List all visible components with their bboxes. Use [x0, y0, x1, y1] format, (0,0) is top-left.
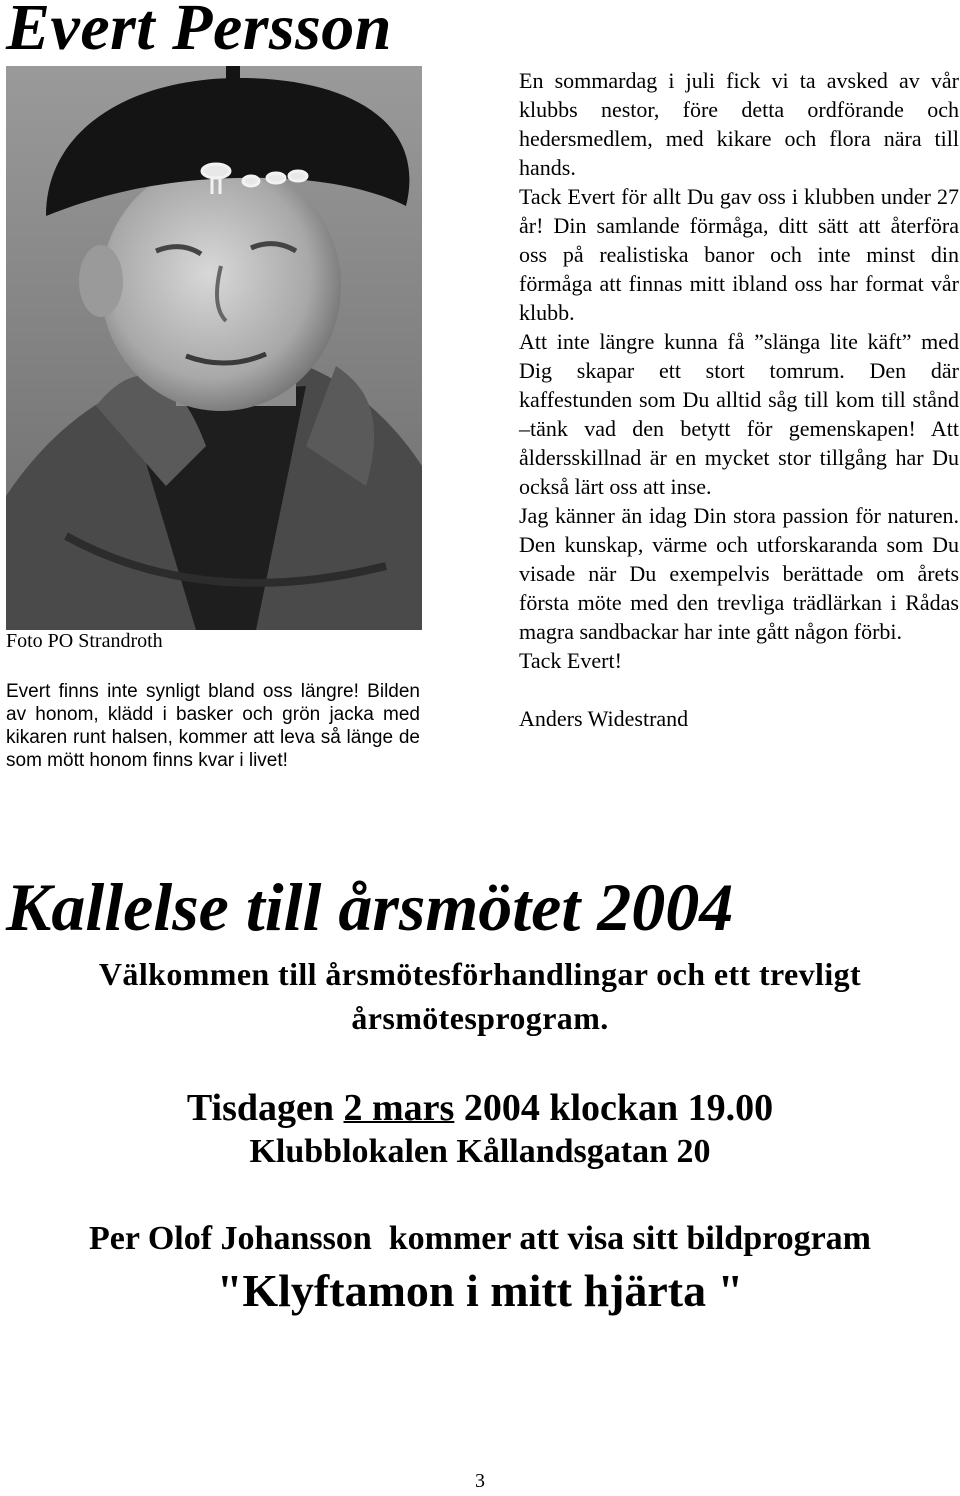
- article-signature: Anders Widestrand: [519, 706, 689, 731]
- article-paragraph: Jag känner än idag Din stora passion för naturen. Den kunskap, värme och utforskaranda som Du visade när Du exempelvis berättade om årets första möte med den trevliga trädlärkan i Rådas magra sandbackar har inte gått någon förbi.: [519, 503, 959, 644]
- article-paragraph: Tack Evert!: [519, 648, 622, 673]
- meeting-date: [0, 1086, 960, 1130]
- photo-caption: Evert finns inte synligt bland oss längre! Bilden av honom, klädd i basker och grön jacka med kikaren runt halsen, kommer att leva så länge de som mött honom finns kvar i livet!: [6, 681, 420, 771]
- date-underlined: 2 mars: [343, 1087, 455, 1129]
- obituary-title: Evert Persson: [6, 0, 392, 64]
- portrait-photo: [6, 66, 422, 630]
- article-paragraph: En sommardag i juli fick vi ta avsked av vår klubbs nestor, före detta ordförande och hedersmedlem, med kikare och flora nära till hands.: [519, 68, 959, 180]
- meeting-location: Klubblokalen Kållandsgatan 20: [249, 1133, 711, 1170]
- meeting-welcome: Välkommen till årsmötesförhandlingar och ett trevligt årsmötesprogram.: [98, 956, 862, 1036]
- meeting-heading: Kallelse till årsmötet 2004: [6, 869, 734, 945]
- date-suffix: 2004 klockan 19.00: [463, 1087, 774, 1129]
- photo-credit: Foto PO Strandroth: [6, 630, 163, 652]
- article-paragraph: Tack Evert för allt Du gav oss i klubben under 27 år! Din samlande förmåga, ditt sätt att återföra oss på realistiska banor och inte minst din förmåga att finnas mitt ibland oss har format vår klubb.: [519, 184, 959, 325]
- date-prefix: Tisdagen: [186, 1087, 334, 1129]
- page-number: 3: [475, 1470, 485, 1492]
- program-title: "Klyftamon i mitt hjärta ": [216, 1265, 744, 1316]
- obituary-article: [519, 66, 959, 733]
- article-paragraph: Att inte längre kunna få ”slänga lite käft” med Dig skapar ett stort tomrum. Den där kaffestunden som Du alltid såg till kom till stånd –tänk vad den betytt för gemenskapen! Att åldersskillnad är en mycket stor tillgång har Du också lärt oss att inse.: [519, 329, 959, 499]
- program-line: Per Olof Johansson kommer att visa sitt bildprogram: [88, 1220, 872, 1257]
